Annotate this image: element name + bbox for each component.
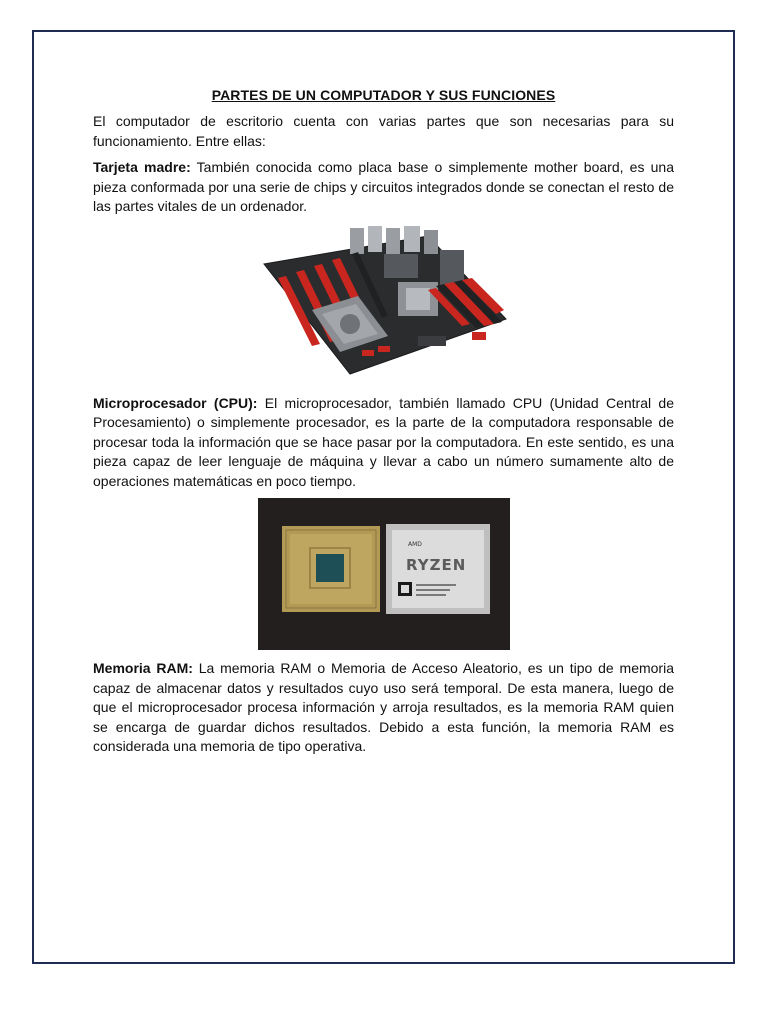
cpu-text: El microprocesador, también llamado CPU (Unidad Central de Procesamiento) o simplemente procesador, es la parte de la computadora responsable de procesar toda la información que se hace pasar por la computadora. En este sentido, es una pieza capaz de leer lenguaje de máquina y llevar a cabo un número sumamente alto de operaciones matemáticas en poco tiempo. bbox=[93, 394, 674, 489]
motherboard-image bbox=[258, 224, 510, 384]
page-title: PARTES DE UN COMPUTADOR Y SUS FUNCIONES bbox=[211, 87, 556, 103]
cpu-image bbox=[258, 498, 510, 650]
cpu-paragraph bbox=[93, 394, 674, 492]
cpu-ryzen-label: RYZEN bbox=[405, 556, 466, 574]
intro-paragraph: El computador de escritorio cuenta con varias partes que son necesarias para su funcionamiento. Entre ellas: bbox=[93, 113, 674, 149]
motherboard-image-wrap bbox=[93, 224, 674, 384]
motherboard-paragraph bbox=[93, 158, 674, 217]
ram-term: Memoria RAM: bbox=[93, 660, 193, 676]
motherboard-text: También conocida como placa base o simplemente mother board, es una pieza conformada por una serie de chips y circuitos integrados donde se conectan el resto de las partes vitales de un ordenador. bbox=[93, 159, 674, 214]
ram-paragraph bbox=[93, 659, 674, 757]
document-body bbox=[93, 87, 674, 764]
motherboard-term: Tarjeta madre: bbox=[93, 159, 191, 175]
ram-text: La memoria RAM o Memoria de Acceso Aleatorio, es un tipo de memoria capaz de almacenar datos y resultados cuyo uso será temporal. De esta manera, luego de que el microprocesador procesa información y arroja resultados, es la memoria RAM quien se encarga de guardar dichos resultados. Debido a esta función, la memoria RAM es considerada una memoria de tipo operativa. bbox=[93, 660, 674, 754]
cpu-image-wrap bbox=[93, 498, 674, 650]
cpu-amd-label: AMD bbox=[407, 541, 422, 548]
cpu-term: Microprocesador (CPU): bbox=[93, 394, 258, 411]
